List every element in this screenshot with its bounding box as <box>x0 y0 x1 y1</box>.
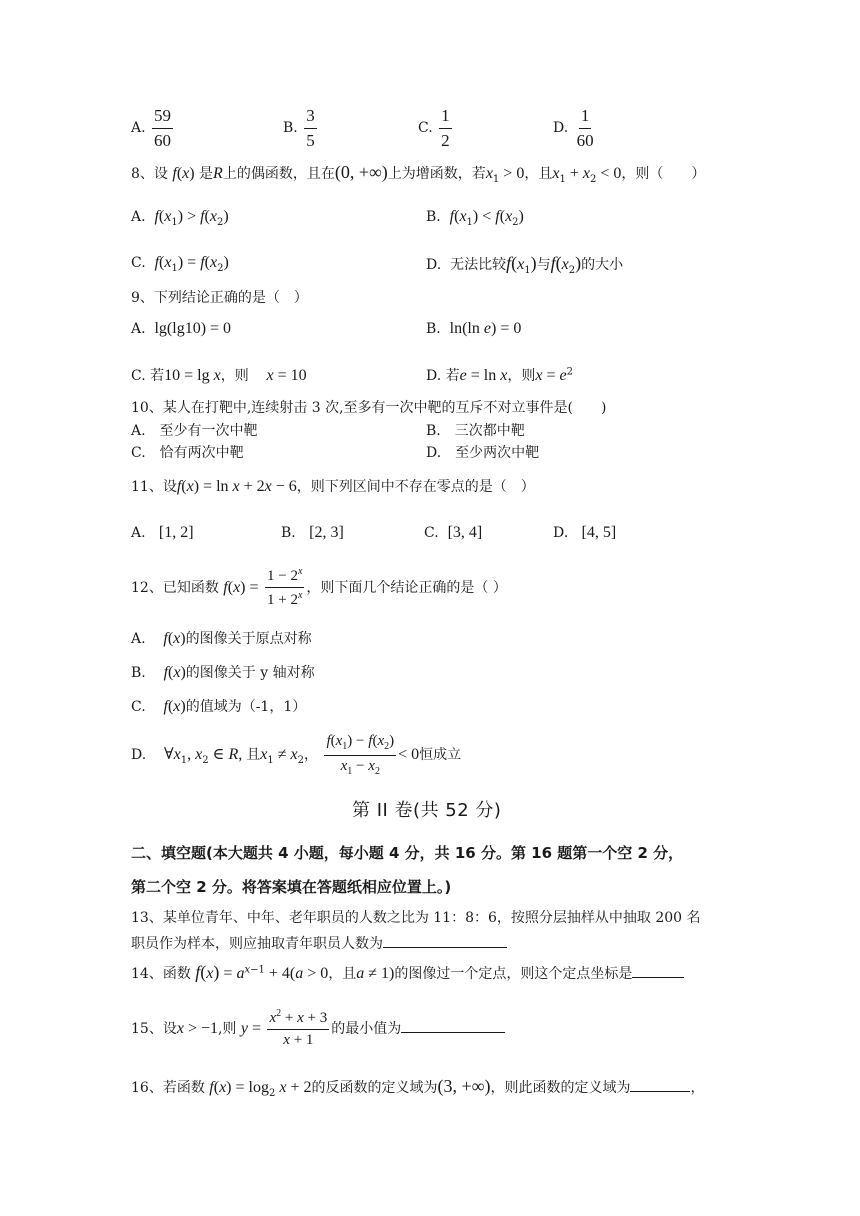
q9-option-a: A. lg(lg10) = 0 <box>131 320 232 337</box>
math: R <box>213 165 223 182</box>
q9-option-c: C. 若10 = lg x，则 x = 10 <box>131 367 307 384</box>
q11-option-c: C. [3, 4] <box>424 524 483 541</box>
q13-line1: 13、某单位青年、中年、老年职员的人数之比为 11：8：6，按照分层抽样从中抽取 200 名 <box>131 910 701 926</box>
q9-stem: 9、下列结论正确的是（ ） <box>131 290 308 306</box>
section-title: 第 II 卷(共 52 分) <box>352 800 502 821</box>
q8-option-c: C. $f(x_1) = f(x_2)$ <box>131 254 229 274</box>
q13-line2: 职员作为样本，则应抽取青年职员人数为 <box>131 933 507 953</box>
q8-option-b: B. $f(x_1) < f(x_2)$ <box>426 208 524 228</box>
section-instruction-line1: 二、填空题(本大题共 4 小题，每小题 4 分，共 16 分。第 16 题第一个空 2 分， <box>131 844 684 862</box>
answer-blank[interactable] <box>630 1077 690 1092</box>
q16-stem: 16、若函数 $f(x) = \log_2 x + 2$的反函数的定义域为(3, +∞)，则此函数的定义域为 ， <box>131 1076 705 1099</box>
q12-option-a: A. f(x)的图像关于原点对称 <box>131 630 312 647</box>
q11-stem: 11、设f(x) = ln x + 2x − 6，则下列区间中不存在零点的是（ ） <box>131 478 535 495</box>
q8-stem: 8、设 f(x) 是R上的偶函数，且在(0, +∞)上为增函数，若$x_1 > 0$，且$x_1 + x_2 < 0$，则（ ） <box>131 162 706 185</box>
q12-option-c: C. f(x)的值域为（-1，1） <box>131 698 307 715</box>
answer-blank[interactable] <box>401 1018 505 1033</box>
q7-option-a: A. $\frac{59}{60}$ <box>131 106 172 150</box>
fraction: $\frac{x^2 + x + 3}{x + 1}$ <box>269 1008 328 1049</box>
math: f <box>172 165 177 182</box>
q11-option-a: A. [1, 2] <box>131 524 194 541</box>
q8-option-d: D. 无法比较$f(x_1)$与$f(x_2)$的大小 <box>426 253 624 276</box>
q11-option-d: D. [4, 5] <box>553 524 617 541</box>
q12-option-d: D. $\forall x_1$, $x_2$ ∈ R, 且$x_1 \ne x_2$， $\frac{f(x_1) - f(x_2)}{x_1 - x_2}$ < 0恒成立 <box>131 733 462 777</box>
q11-option-b: B. [2, 3] <box>281 524 344 541</box>
q10-option-b: B. 三次都中靶 <box>426 423 525 439</box>
q12-option-b: B. f(x)的图像关于 y 轴对称 <box>131 664 315 681</box>
q7-option-d: D. $\frac{1}{60}$ <box>553 106 594 150</box>
fraction: $\frac{59}{60}$ <box>154 106 172 150</box>
q14-stem: 14、函数 $f(x) = a^{x-1} + 4(a > 0$，且a ≠ 1)的图像过一个定点，则这个定点坐标是 <box>131 962 684 984</box>
q7-option-b: B. $\frac{3}{5}$ <box>283 106 315 150</box>
q15-stem: 15、设x > −1,则 y = $\frac{x^2 + x + 3}{x + 1}$ 的最小值为 <box>131 1008 505 1050</box>
fraction: $\frac{1}{2}$ <box>441 106 450 150</box>
fraction: $\frac{3}{5}$ <box>306 106 315 150</box>
answer-blank[interactable] <box>632 963 684 978</box>
section-instruction-line2: 第二个空 2 分。将答案填在答题纸相应位置上。) <box>131 878 452 896</box>
fraction: $\frac{f(x_1) - f(x_2)}{x_1 - x_2}$ <box>326 733 395 777</box>
q10-option-a: A. 至少有一次中靶 <box>131 423 258 439</box>
q7-option-c: C. $\frac{1}{2}$ <box>418 106 450 150</box>
q10-stem: 10、某人在打靶中,连续射击 3 次,至多有一次中靶的互斥不对立事件是( ) <box>131 400 607 416</box>
q10-option-c: C. 恰有两次中靶 <box>131 445 244 461</box>
q8-option-a: A. $f(x_1) > f(x_2)$ <box>131 208 229 228</box>
q10-option-d: D. 至少两次中靶 <box>426 445 540 461</box>
answer-blank[interactable] <box>383 933 507 948</box>
fraction: $\frac{1 - 2^x}{1 + 2^x}$ <box>266 566 303 609</box>
q12-stem: 12、已知函数 f(x) = $\frac{1 - 2^x}{1 + 2^x}$ ，则下面几个结论正确的是（ ） <box>131 566 507 609</box>
q9-option-b: B. ln(ln e) = 0 <box>426 320 522 337</box>
fraction: $\frac{1}{60}$ <box>576 106 594 150</box>
q9-option-d: D. 若e = ln x，则$x = e^2$ <box>426 366 573 384</box>
